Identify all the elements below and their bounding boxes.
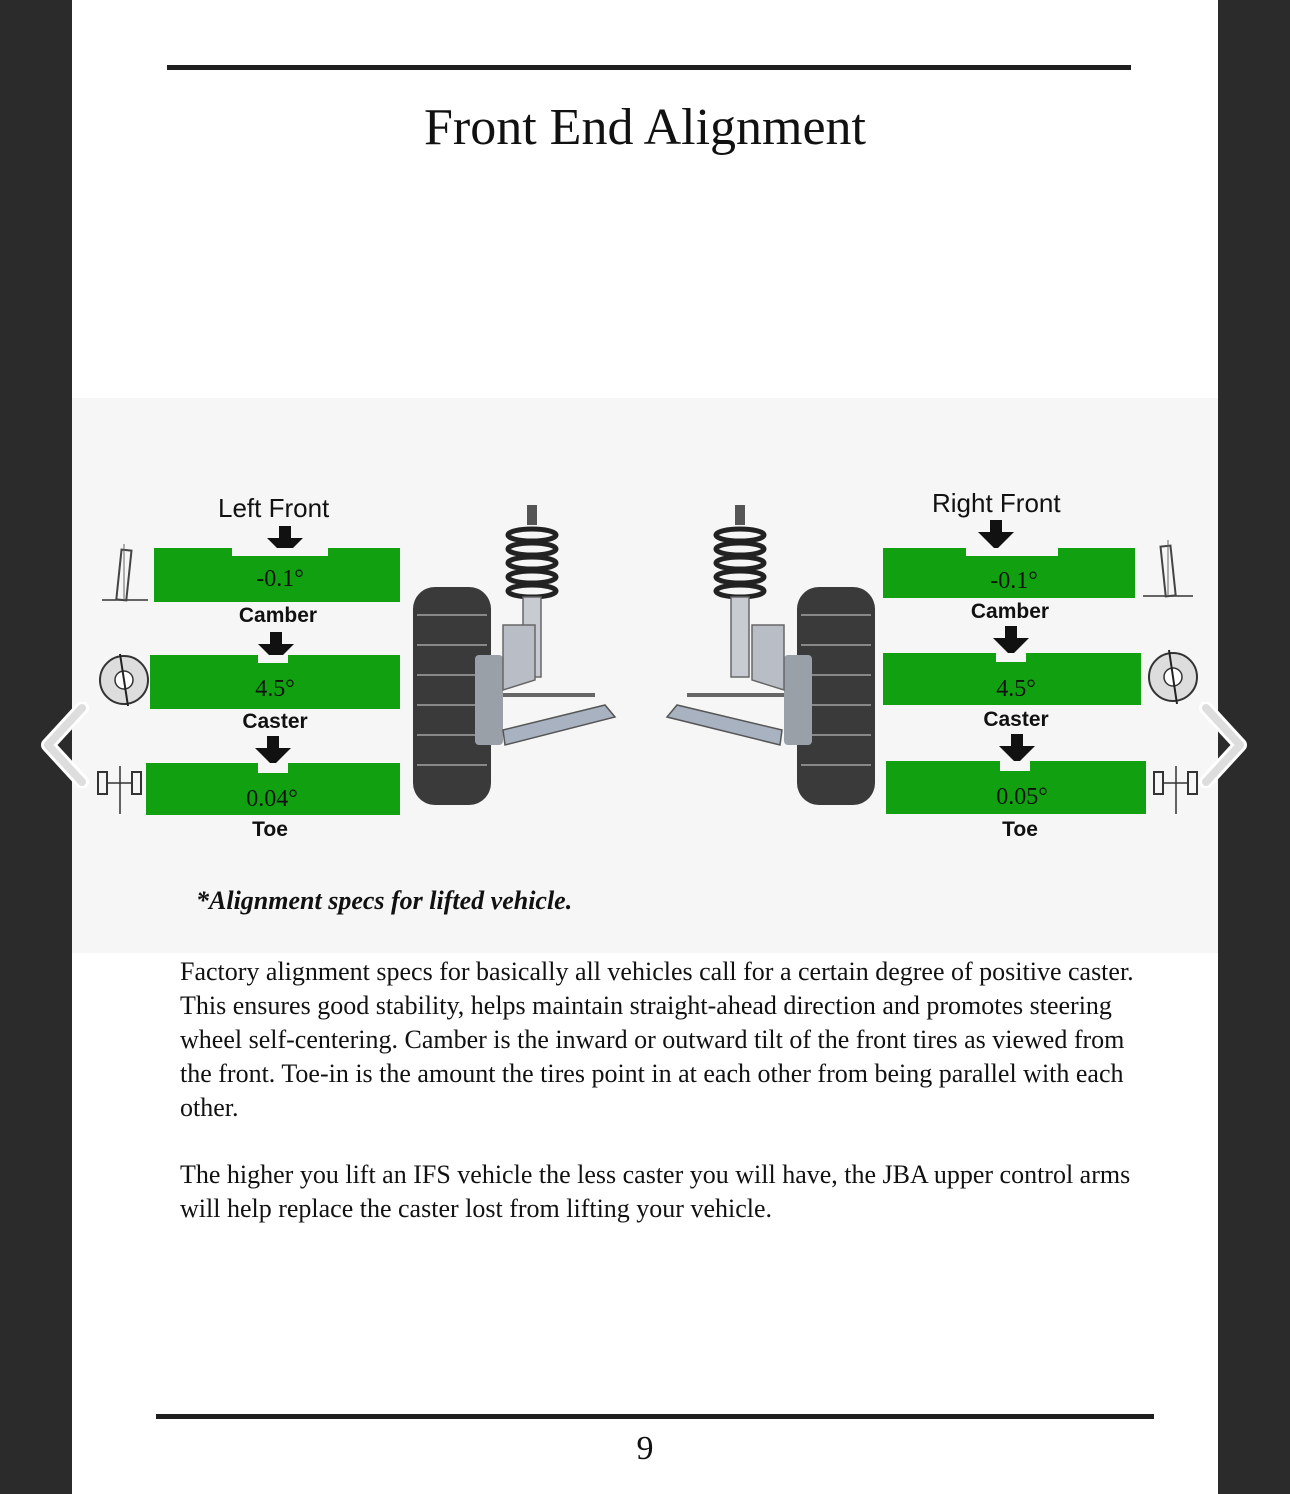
left-suspension-illustration (405, 505, 620, 805)
bar-notch (232, 548, 328, 556)
arrow-down-icon (993, 626, 1029, 656)
body-paragraph-2: The higher you lift an IFS vehicle the less caster you will have, the JBA upper control arms will help replace the caster lost from lifting your vehicle. (180, 1160, 1131, 1223)
right-suspension-illustration (662, 505, 877, 805)
left-camber-label: Camber (238, 604, 318, 627)
next-page-button[interactable] (1196, 702, 1252, 788)
camber-diagram-icon (102, 544, 148, 602)
left-toe-label: Toe (252, 818, 288, 841)
caster-diagram-icon (98, 652, 150, 706)
prev-page-button[interactable] (36, 702, 92, 788)
bar-notch (258, 763, 288, 773)
chevron-left-icon (36, 702, 92, 788)
left-front-heading: Left Front (218, 493, 330, 523)
bar-notch (258, 655, 288, 663)
bar-notch (996, 653, 1026, 662)
right-caster-value: 4.5° (996, 676, 1036, 702)
figure-note: *Alignment specs for lifted vehicle. (196, 886, 573, 915)
arrow-down-icon (999, 734, 1035, 764)
toe-diagram-icon (94, 756, 146, 816)
page-number: 9 (636, 1430, 654, 1467)
chevron-right-icon (1196, 702, 1252, 788)
right-camber-label: Camber (970, 600, 1050, 623)
bottom-rule (156, 1414, 1154, 1419)
right-toe-value: 0.05° (996, 784, 1048, 810)
camber-diagram-icon (1143, 540, 1193, 598)
right-front-heading: Right Front (932, 488, 1061, 518)
bar-notch (1000, 761, 1030, 771)
body-paragraph-1: Factory alignment specs for basically all vehicles call for a certain degree of positive caster. This ensures good stability, helps maintain straight-ahead direction and promotes steering wheel self-centering. Camber is the inward or outward tilt of the front tires as viewed from the front. Toe-in is the amount the tires point in at each other from being parallel with each other. (180, 957, 1134, 1122)
left-camber-value: -0.1° (256, 566, 304, 592)
right-caster-label: Caster (983, 708, 1049, 731)
left-caster-label: Caster (242, 710, 308, 733)
right-camber-value: -0.1° (990, 568, 1038, 594)
top-rule (167, 65, 1131, 70)
page-title: Front End Alignment (424, 99, 866, 156)
left-caster-value: 4.5° (255, 676, 295, 702)
left-toe-value: 0.04° (246, 786, 298, 812)
caster-diagram-icon (1146, 648, 1200, 704)
toe-diagram-icon (1150, 756, 1202, 816)
arrow-down-icon (978, 520, 1014, 550)
arrow-down-icon (255, 736, 291, 766)
bar-notch (966, 548, 1058, 556)
right-toe-label: Toe (1002, 818, 1038, 841)
